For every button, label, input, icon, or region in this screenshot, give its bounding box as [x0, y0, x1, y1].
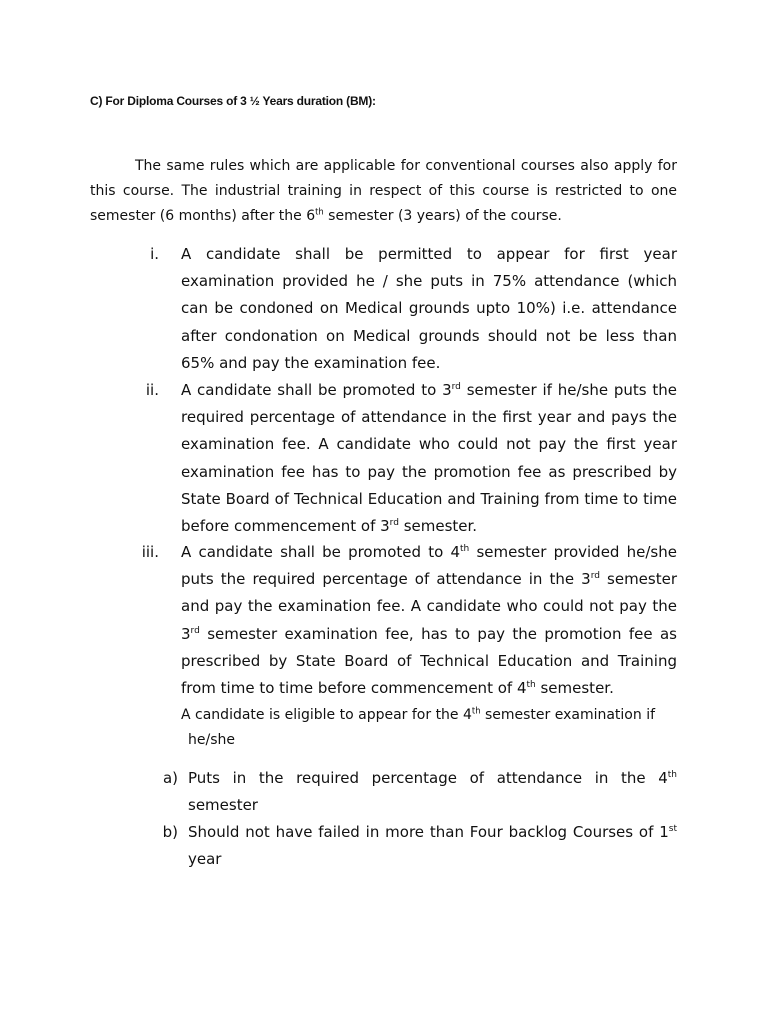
list-item-ii	[181, 377, 677, 540]
condition-item-a	[188, 765, 677, 819]
list-item-iii-sup-4: th	[526, 680, 536, 691]
condition-marker-a: a)	[162, 769, 178, 787]
eligibility-text-2: semester examination if	[480, 707, 656, 723]
list-item-ii-sup-2: rd	[389, 518, 399, 529]
list-item-iii-text-5: semester.	[535, 679, 614, 698]
list-item-ii-sup-1: rd	[451, 382, 461, 393]
condition-a-sup-1: th	[667, 770, 677, 781]
list-marker-iii: iii.	[141, 543, 159, 561]
list-item-iii	[181, 539, 677, 702]
condition-b-text-2: year	[188, 850, 222, 869]
intro-paragraph	[90, 154, 677, 229]
list-marker-ii: ii.	[145, 381, 159, 399]
list-item-iii-sup-1: th	[460, 544, 470, 555]
eligibility-text-1: A candidate is eligible to appear for the 4	[181, 707, 472, 723]
list-item-iii-text-4: semester examination fee, has to pay the promotion fee as prescribed by State Board of Technical Education and Training from time to time before commencement of 4	[181, 624, 677, 698]
list-item-i-text: A candidate shall be permitted to appear for first year examination provided he / she puts in 75% attendance (which can be condoned on Medical grounds upto 10%) i.e. attendance after condonation on Medical grounds should not be less than 65% and pay the examination fee.	[181, 245, 677, 372]
intro-sup-1: th	[315, 206, 324, 217]
condition-a-text-2: semester	[188, 796, 258, 815]
eligibility-paragraph	[181, 703, 677, 753]
list-item-iii-sup-2: rd	[590, 571, 600, 582]
eligibility-sup-1: th	[471, 705, 481, 716]
list-marker-i: i.	[150, 245, 159, 263]
condition-b-sup-1: st	[668, 824, 677, 835]
condition-a-text-1: Puts in the required percentage of attendance in the 4	[188, 769, 668, 787]
list-item-iii-text-2: semester provided he/she puts the required percentage of attendance in the 3	[181, 543, 677, 589]
condition-item-b	[188, 819, 677, 873]
section-heading: C) For Diploma Courses of 3 ½ Years duration (BM):	[90, 94, 376, 108]
condition-b-text-1: Should not have failed in more than Four backlog Courses of 1	[188, 823, 669, 841]
eligibility-continuation: he/she	[188, 732, 235, 748]
condition-marker-b: b)	[162, 823, 178, 841]
list-item-iii-text-3: semester and pay the examination fee. A candidate who could not pay the 3	[181, 570, 677, 643]
list-item-i	[181, 241, 677, 377]
list-item-iii-sup-3: rd	[190, 625, 200, 636]
intro-text-2: semester (3 years) of the course.	[323, 208, 562, 224]
list-item-iii-text-1: A candidate shall be promoted to 4	[181, 543, 461, 561]
intro-text-1: The same rules which are applicable for conventional courses also apply for this course. The industrial training in respect of this course is restricted to one semester (6 months) after the 6	[90, 158, 677, 224]
list-item-ii-text-1: A candidate shall be promoted to 3	[181, 381, 452, 399]
list-item-ii-text-3: semester.	[398, 517, 478, 536]
list-item-ii-text-2: semester if he/she puts the required percentage of attendance in the first year and pays the examination fee. A candidate who could not pay the first year examination fee has to pay the promotion fee as prescribed by State Board of Technical Education and Training from time to time before commencement of 3	[181, 381, 677, 536]
